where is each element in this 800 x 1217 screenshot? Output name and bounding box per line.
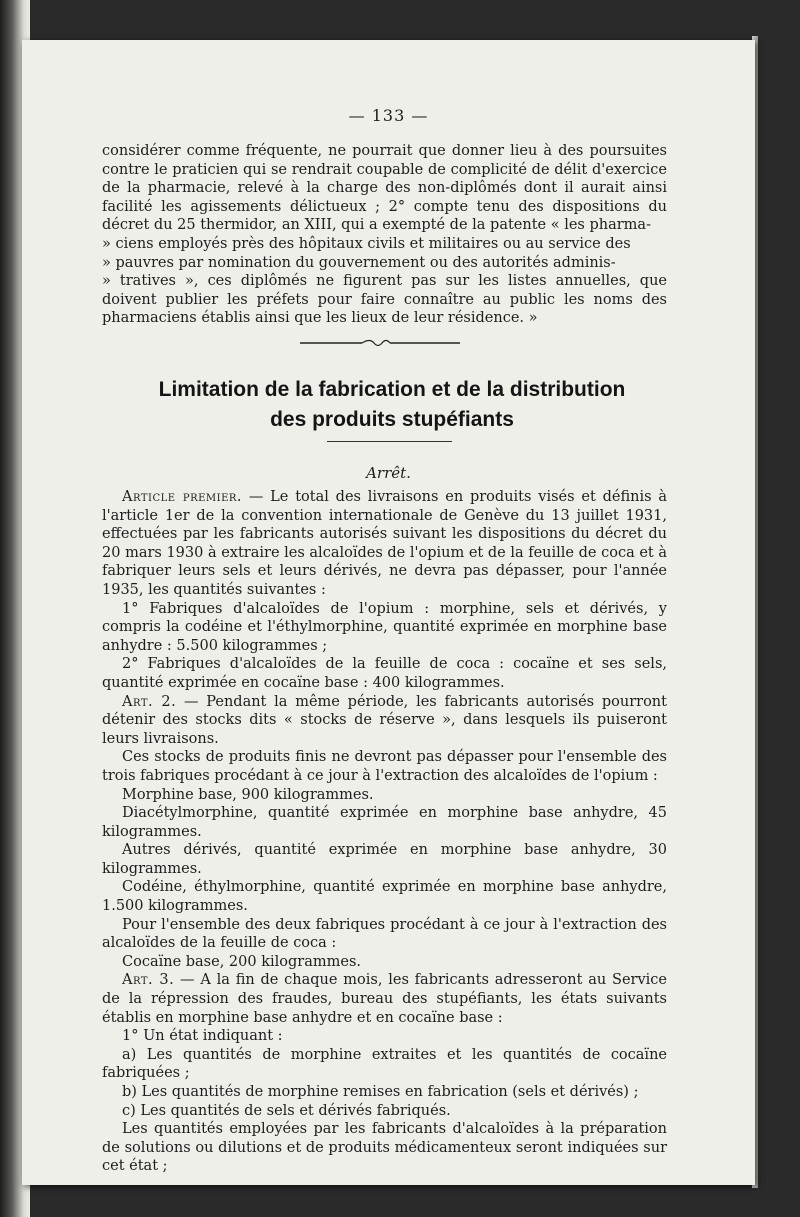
list-item: Diacétylmorphine, quantité exprimée en morphine base anhydre, 45 kilogrammes. <box>102 805 667 840</box>
section-title <box>82 375 702 435</box>
list-item: 1° Un état indiquant : <box>122 1028 283 1045</box>
paragraph: Pour l'ensemble des deux fabriques procédant à ce jour à l'extraction des alcaloïdes de la feuille de coca : <box>102 916 667 952</box>
list-item: Autres dérivés, quantité exprimée en morphine base anhydre, 30 kilogrammes. <box>102 842 667 877</box>
article-label: Article premier. <box>122 489 243 505</box>
list-item: Cocaïne base, 200 kilogrammes. <box>122 953 361 970</box>
list-item: Morphine base, 900 kilogrammes. <box>122 786 374 803</box>
ornament-separator-icon <box>300 338 460 346</box>
arret-heading: Arrêt. <box>366 464 411 482</box>
list-item: a) Les quantités de morphine extraites et les quantités de cocaïne fabriquées ; <box>102 1046 667 1082</box>
article-text: — A la fin de chaque mois, les fabricants adresseront au Service de la répression des fraudes, bureau des stupéfiants, les états suivants établis en morphine base anhydre et en cocaïne base : <box>102 972 667 1026</box>
list-item: b) Les quantités de morphine remises en fabrication (sels et dérivés) ; <box>122 1084 639 1100</box>
list-item: c) Les quantités de sels et dérivés fabriqués. <box>122 1102 451 1119</box>
article-1 <box>102 488 667 600</box>
intro-line: » tratives », ces diplômés ne figurent pas sur les listes annuelles, que doivent publier les préfets pour faire connaître au public les noms des pharmaciens établis ainsi que les lieux de leur résidence. » <box>102 273 667 327</box>
intro-line: considérer comme fréquente, ne pourrait que donner lieu à des poursuites contre le praticien qui se rendrait coupable de complicité de délit d'exercice de la pharmacie, relevé à la charge des non-diplômés dont il aurait ainsi facilité les agissements délictueux ; 2° compte tenu des dispositions du décret du 25 thermidor, an XIII, qui a exempté de la patente « les pharma- <box>102 143 667 234</box>
list-item: 2° Fabriques d'alcaloïdes de la feuille de coca : cocaïne et ses sels, quantité exprimée en cocaïne base : 400 kilogrammes. <box>102 656 667 691</box>
article-2 <box>102 693 667 749</box>
document-page <box>22 40 755 1185</box>
paragraph: Ces stocks de produits finis ne devront pas dépasser pour l'ensemble des trois fabriques procédant à ce jour à l'extraction des alcaloïdes de l'opium : <box>102 749 667 784</box>
list-item: Codéine, éthylmorphine, quantité exprimée en morphine base anhydre, 1.500 kilogrammes. <box>102 879 667 915</box>
page-number: — 133 — <box>348 106 429 125</box>
intro-paragraph <box>102 142 667 328</box>
article-3 <box>102 971 667 1027</box>
intro-line: » ciens employés près des hôpitaux civils et militaires ou au service des <box>102 235 631 252</box>
title-line: Limitation de la fabrication et de la distribution <box>158 378 626 401</box>
article-text: — Pendant la même période, les fabricants autorisés pourront détenir des stocks dits « stocks de réserve », dans lesquels ils puiseront leurs livraisons. <box>102 693 667 747</box>
intro-line: » pauvres par nomination du gouvernement ou des autorités adminis- <box>102 254 616 271</box>
article-label: Art. 3. <box>122 972 175 989</box>
articles-body <box>102 488 667 1176</box>
paragraph: Les quantités employées par les fabricants d'alcaloïdes à la préparation de solutions ou dilutions et de produits médicamenteux seront indiquées sur cet état ; <box>102 1121 667 1175</box>
article-label: Art. 2. <box>122 693 177 710</box>
article-text: — Le total des livraisons en produits visés et définis à l'article 1er de la convention internationale de Genève du 13 juillet 1931, effectuées par les fabricants autorisés suivant les dispositions du décret du 20 mars 1930 à extraire les alcaloïdes de l'opium et de la feuille de coca et à fabriquer leurs sels et leurs dérivés, ne devra pas dépasser, pour l'année 1935, les quantités suivantes : <box>102 489 667 598</box>
title-line: des produits stupéfiants <box>270 408 514 431</box>
title-underline <box>327 441 452 442</box>
list-item: 1° Fabriques d'alcaloïdes de l'opium : morphine, sels et dérivés, y compris la codéine et l'éthylmorphine, quantité exprimée en morphine base anhydre : 5.500 kilogrammes ; <box>102 600 667 654</box>
